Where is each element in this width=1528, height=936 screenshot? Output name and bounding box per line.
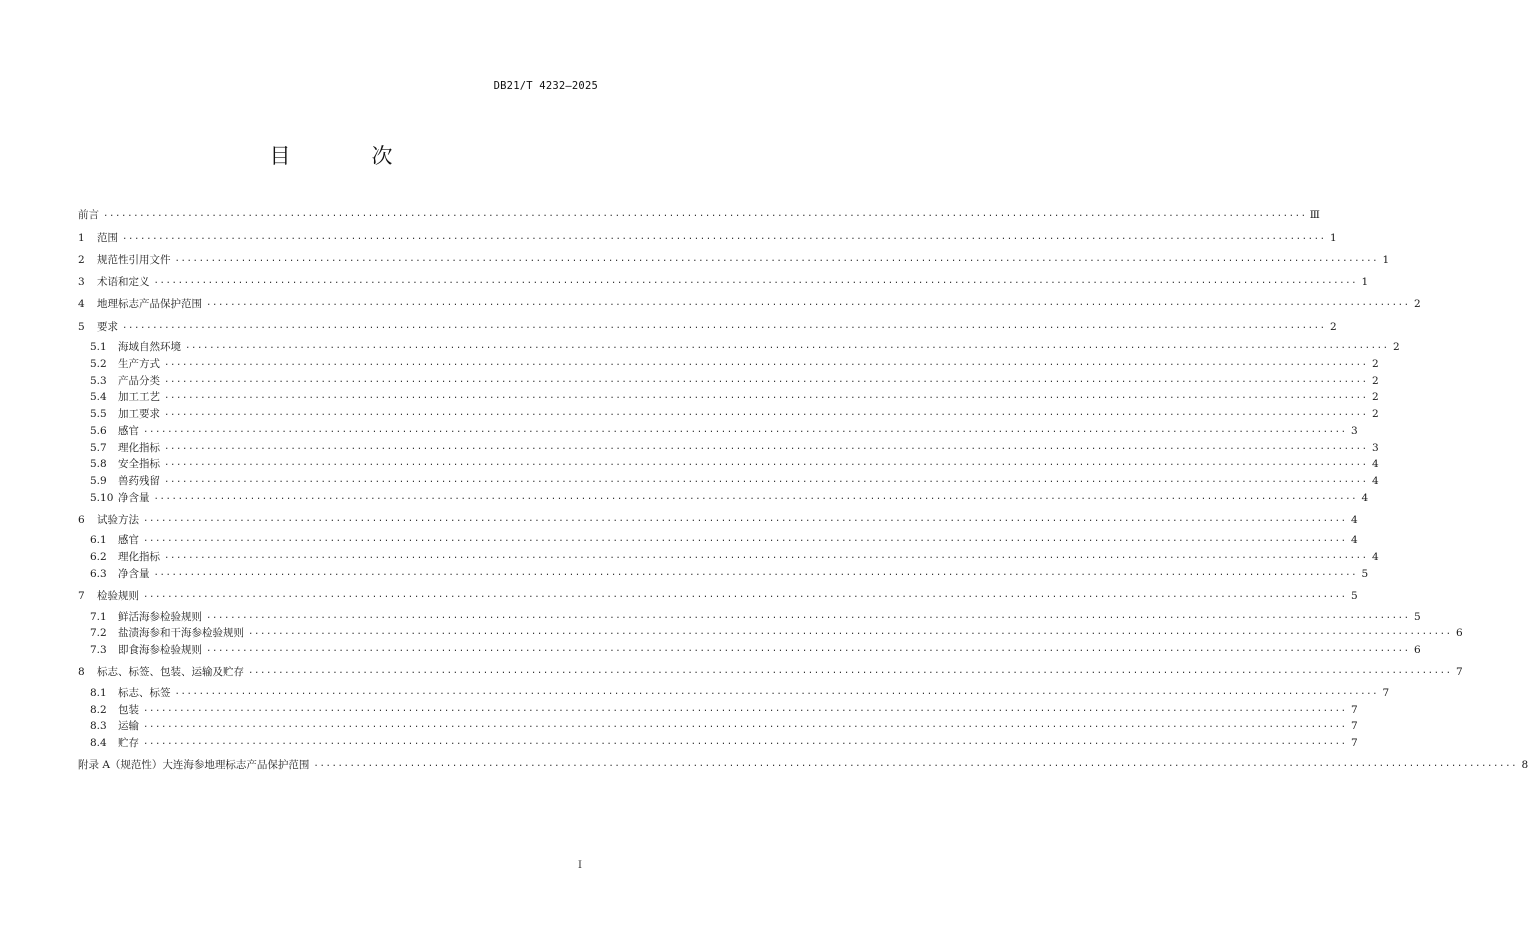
toc-entry[interactable] <box>78 504 1358 526</box>
toc-entry[interactable] <box>78 732 1358 750</box>
toc-entry[interactable] <box>78 333 1400 354</box>
toc-entry[interactable] <box>78 487 1369 504</box>
toc-entry-title: 感官 <box>118 424 139 437</box>
toc-entry-title: 理化指标 <box>118 551 160 564</box>
toc-entry-page: 6 <box>1456 627 1463 640</box>
toc-entry-number: 5.3 <box>90 374 107 387</box>
toc-entry-page: 5 <box>1351 590 1358 603</box>
toc-entry-title: 安全指标 <box>118 458 160 471</box>
toc-leader-dots: ........................................................................................................................................................................................................ <box>143 737 1347 748</box>
toc-entry-page: 4 <box>1372 458 1379 471</box>
toc-entry[interactable] <box>78 623 1463 640</box>
toc-entry-number: 6 <box>78 513 85 526</box>
toc-entry-number: 5.8 <box>90 458 107 471</box>
toc-entry-page: 2 <box>1330 320 1337 333</box>
toc-entry[interactable] <box>78 678 1390 699</box>
toc-entry-page: 8 <box>1521 759 1528 772</box>
toc-entry[interactable] <box>78 288 1421 311</box>
toc-entry-page: 1 <box>1330 231 1337 244</box>
toc-leader-dots: ........................................................................................................................................................................................................ <box>143 534 1347 545</box>
toc-entry[interactable] <box>78 563 1369 580</box>
toc-entry-number: 5 <box>78 320 85 333</box>
toc-leader-dots: ........................................................................................................................................................................................................ <box>153 276 1358 287</box>
toc-entry-number: 8.2 <box>90 703 107 716</box>
toc-entry-page: 3 <box>1372 441 1379 454</box>
toc-entry-page: 3 <box>1351 424 1358 437</box>
toc-leader-dots: ........................................................................................................................................................................................................ <box>206 610 1410 621</box>
toc-entry-number: 8 <box>78 666 85 679</box>
toc-entry-title: 前言 <box>78 209 99 222</box>
page-title: 目 次 <box>269 144 423 168</box>
toc-entry-page: 7 <box>1456 666 1463 679</box>
toc-entry-page: 4 <box>1372 551 1379 564</box>
toc-entry-number: 5.5 <box>90 408 107 421</box>
toc-entry-title: 要求 <box>97 320 118 333</box>
toc-entry[interactable] <box>78 387 1379 404</box>
toc-leader-dots: ........................................................................................................................................................................................................ <box>153 567 1358 578</box>
toc-entry-number: 5.10 <box>90 491 114 504</box>
toc-entry-page: 5 <box>1414 610 1421 623</box>
toc-entry-number: 2 <box>78 253 85 266</box>
toc-entry-number: 5.4 <box>90 391 107 404</box>
toc-entry-number: 5.1 <box>90 341 107 354</box>
toc-entry[interactable] <box>78 221 1337 244</box>
toc-leader-dots: ........................................................................................................................................................................................................ <box>174 686 1379 697</box>
toc-leader-dots: ........................................................................................................................................................................................................ <box>143 513 1347 524</box>
toc-entry-number: 6.1 <box>90 534 107 547</box>
toc-entry-page: 2 <box>1393 341 1400 354</box>
toc-entry-title: 标志、标签 <box>118 686 171 699</box>
toc-entry[interactable] <box>78 420 1358 437</box>
toc-entry-title: 加工要求 <box>118 408 160 421</box>
toc-entry[interactable] <box>78 749 1528 772</box>
toc-entry-page: Ⅲ <box>1309 209 1320 222</box>
toc-entry[interactable] <box>78 602 1421 623</box>
toc-leader-dots: ........................................................................................................................................................................................................ <box>164 374 1368 385</box>
toc-entry-number: 6.2 <box>90 551 107 564</box>
toc-entry-page: 4 <box>1351 513 1358 526</box>
toc-entry-title: 贮存 <box>118 737 139 750</box>
toc-leader-dots: ........................................................................................................................................................................................................ <box>164 474 1368 485</box>
toc-entry-title: 地理标志产品保护范围 <box>97 298 202 311</box>
toc-entry-title: 标志、标签、包装、运输及贮存 <box>97 666 244 679</box>
toc-entry-page: 2 <box>1372 408 1379 421</box>
toc-leader-dots: ........................................................................................................................................................................................................ <box>206 298 1410 309</box>
toc-leader-dots: ........................................................................................................................................................................................................ <box>103 209 1307 220</box>
toc-entry-number: 8.4 <box>90 737 107 750</box>
toc-leader-dots: ........................................................................................................................................................................................................ <box>143 720 1347 731</box>
toc-entry-title: 感官 <box>118 534 139 547</box>
toc-entry-number: 7.3 <box>90 644 107 657</box>
toc-leader-dots: ........................................................................................................................................................................................................ <box>143 703 1347 714</box>
toc-entry-number: 3 <box>78 276 85 289</box>
toc-entry-page: 2 <box>1372 358 1379 371</box>
toc-leader-dots: ........................................................................................................................................................................................................ <box>153 491 1358 502</box>
toc-entry[interactable] <box>78 656 1463 679</box>
toc-entry-page: 4 <box>1351 534 1358 547</box>
toc-entry-title: 运输 <box>118 720 139 733</box>
toc-entry[interactable] <box>78 353 1379 371</box>
toc-leader-dots: ........................................................................................................................................................................................................ <box>174 253 1379 264</box>
toc-entry-number: 8.1 <box>90 686 107 699</box>
toc-entry[interactable] <box>78 699 1358 716</box>
toc-entry-page: 6 <box>1414 644 1421 657</box>
toc-entry-title: 生产方式 <box>118 358 160 371</box>
toc-entry-page: 7 <box>1351 703 1358 716</box>
toc-leader-dots: ........................................................................................................................................................................................................ <box>248 666 1452 677</box>
toc-leader-dots: ........................................................................................................................................................................................................ <box>164 551 1368 562</box>
toc-entry-page: 1 <box>1382 253 1390 266</box>
document-code: DB21/T 4232—2025 <box>493 80 598 92</box>
toc-entry-title: 产品分类 <box>118 374 160 387</box>
toc-leader-dots: ........................................................................................................................................................................................................ <box>164 358 1368 369</box>
toc-entry-number: 5.6 <box>90 424 107 437</box>
toc-leader-dots: ........................................................................................................................................................................................................ <box>248 627 1452 638</box>
toc-leader-dots: ........................................................................................................................................................................................................ <box>143 424 1347 435</box>
toc-entry[interactable] <box>78 639 1421 657</box>
toc-entry-page: 4 <box>1361 491 1369 504</box>
toc-entry[interactable] <box>78 244 1390 266</box>
toc-entry-number: 1 <box>78 231 85 244</box>
toc-entry-title: 附录 A（规范性）大连海参地理标志产品保护范围 <box>78 759 310 772</box>
toc-leader-dots: ........................................................................................................................................................................................................ <box>143 590 1347 601</box>
toc-entry[interactable] <box>78 546 1379 564</box>
toc-leader-dots: ........................................................................................................................................................................................................ <box>122 231 1326 242</box>
toc-entry[interactable] <box>78 716 1358 733</box>
toc-entry-title: 包装 <box>118 703 139 716</box>
toc-entry-title: 加工工艺 <box>118 391 160 404</box>
toc-entry-title: 净含量 <box>118 567 150 580</box>
toc-leader-dots: ........................................................................................................................................................................................................ <box>313 759 1518 770</box>
toc-entry-title: 规范性引用文件 <box>97 253 171 266</box>
toc-entry-page: 2 <box>1414 298 1421 311</box>
toc-entry-number: 7.1 <box>90 610 107 623</box>
toc-entry-page: 2 <box>1372 391 1379 404</box>
toc-entry-title: 鲜活海参检验规则 <box>118 610 202 623</box>
toc-entry-title: 范围 <box>97 231 118 244</box>
toc-entry-number: 8.3 <box>90 720 107 733</box>
toc-entry[interactable] <box>78 370 1379 387</box>
toc-entry-number: 5.7 <box>90 441 107 454</box>
toc-entry-page: 4 <box>1372 474 1379 487</box>
toc-leader-dots: ........................................................................................................................................................................................................ <box>164 441 1368 452</box>
toc-leader-dots: ........................................................................................................................................................................................................ <box>206 644 1410 655</box>
toc-leader-dots: ........................................................................................................................................................................................................ <box>185 341 1389 352</box>
toc-entry[interactable] <box>78 403 1379 421</box>
toc-entry-page: 7 <box>1382 686 1390 699</box>
toc-entry-number: 7.2 <box>90 627 107 640</box>
toc-entry-number: 4 <box>78 298 85 311</box>
toc-entry-page: 5 <box>1361 567 1369 580</box>
toc-entry-number: 6.3 <box>90 567 107 580</box>
toc-entry-title: 试验方法 <box>97 513 139 526</box>
toc-entry-number: 5.2 <box>90 358 107 371</box>
toc-entry[interactable] <box>78 454 1379 471</box>
toc-entry-title: 检验规则 <box>97 590 139 603</box>
toc-entry-title: 理化指标 <box>118 441 160 454</box>
toc-entry[interactable] <box>78 437 1379 454</box>
toc-entry-page: 7 <box>1351 720 1358 733</box>
toc-leader-dots: ........................................................................................................................................................................................................ <box>164 458 1368 469</box>
toc-entry[interactable] <box>78 470 1379 487</box>
toc-entry-title: 海域自然环境 <box>118 341 181 354</box>
toc-entry-title: 净含量 <box>118 491 150 504</box>
toc-entry-title: 盐渍海参和干海参检验规则 <box>118 627 244 640</box>
toc-entry-page: 7 <box>1351 737 1358 750</box>
toc-entry[interactable] <box>78 310 1337 333</box>
toc-entry[interactable] <box>78 199 1320 222</box>
toc-leader-dots: ........................................................................................................................................................................................................ <box>164 391 1368 402</box>
toc-entry-number: 5.9 <box>90 474 107 487</box>
toc-leader-dots: ........................................................................................................................................................................................................ <box>164 408 1368 419</box>
toc-entry-title: 兽药残留 <box>118 474 160 487</box>
page-number: I <box>578 860 582 871</box>
toc-entry-number: 7 <box>78 590 85 603</box>
table-of-contents <box>78 199 1528 772</box>
toc-leader-dots: ........................................................................................................................................................................................................ <box>122 320 1326 331</box>
toc-entry[interactable] <box>78 580 1358 603</box>
toc-entry-title: 术语和定义 <box>97 276 150 289</box>
toc-entry[interactable] <box>78 266 1369 289</box>
toc-entry-page: 1 <box>1361 276 1369 289</box>
toc-entry-title: 即食海参检验规则 <box>118 644 202 657</box>
toc-entry-page: 2 <box>1372 374 1379 387</box>
toc-entry[interactable] <box>78 526 1358 547</box>
